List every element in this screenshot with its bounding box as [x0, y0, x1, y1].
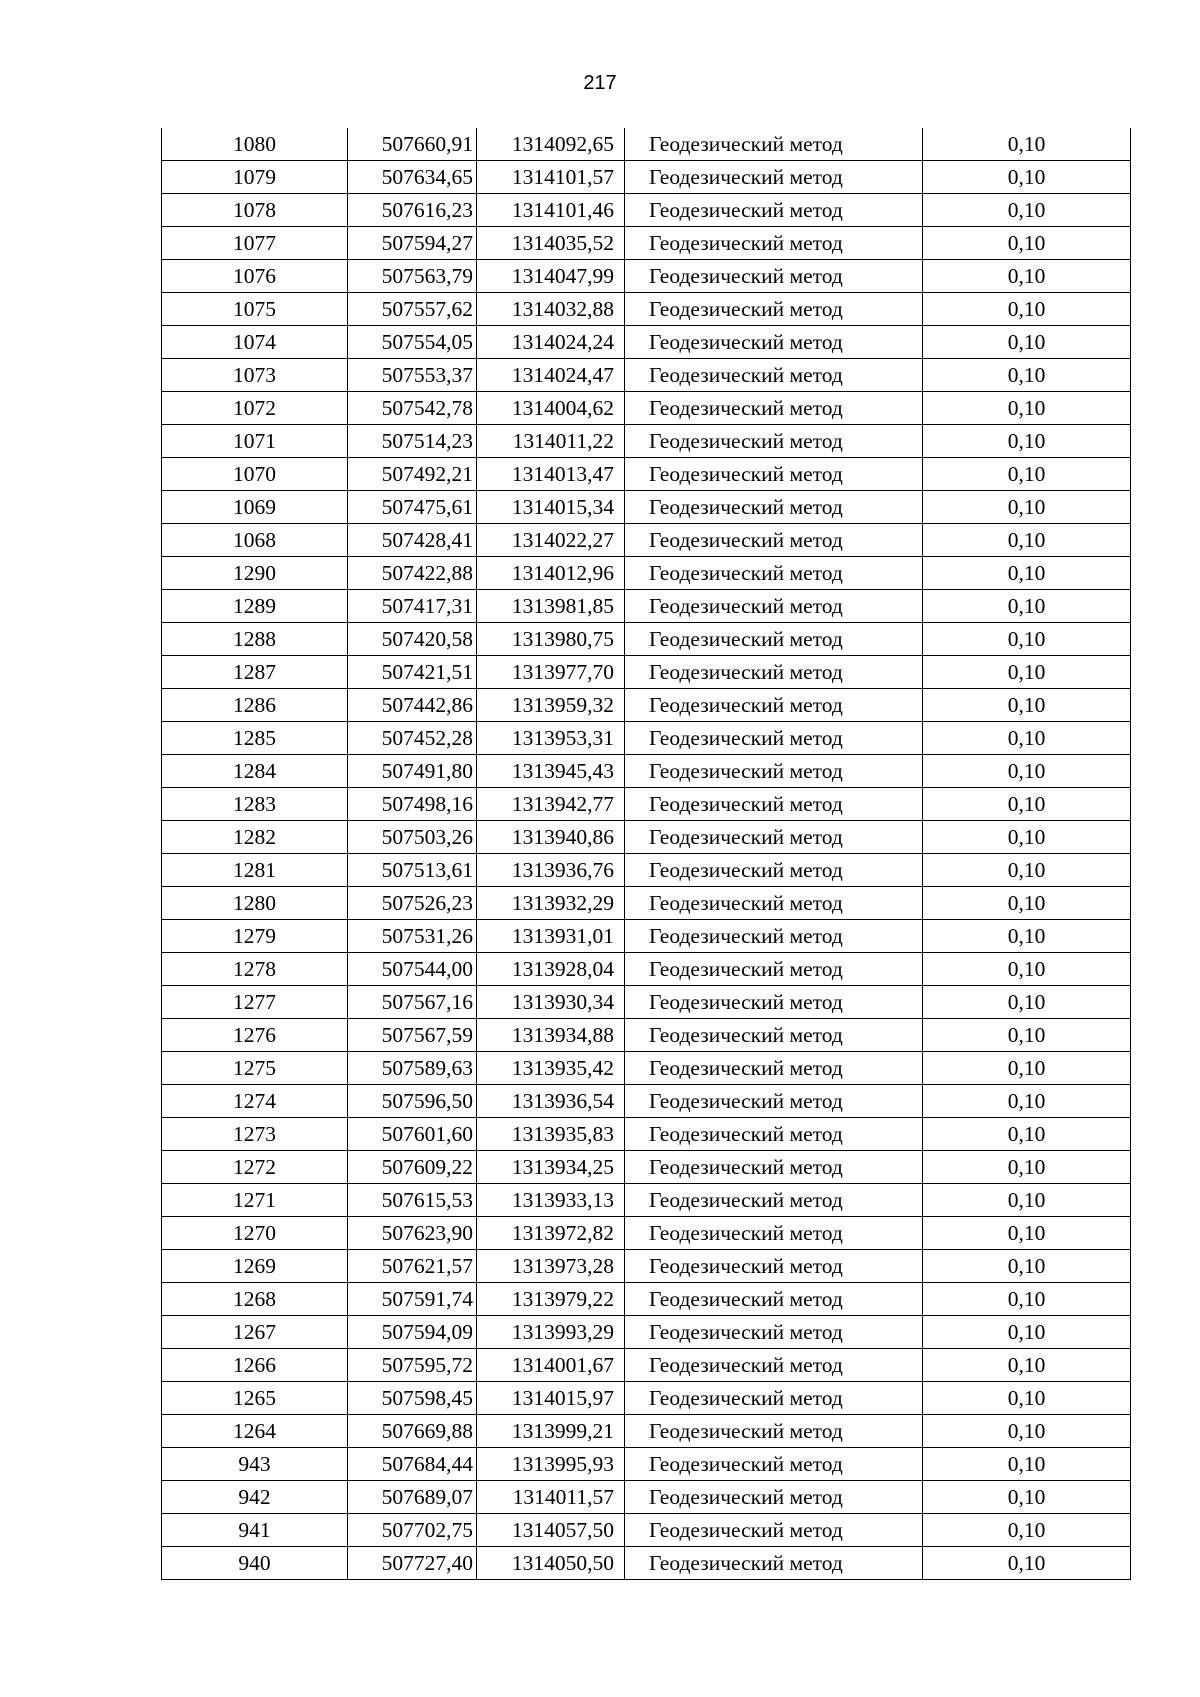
point-number-cell: 1270	[162, 1217, 348, 1250]
x-coordinate-cell: 507669,88	[348, 1415, 477, 1448]
point-number-cell: 1285	[162, 722, 348, 755]
method-cell: Геодезический метод	[625, 326, 923, 359]
table-row	[162, 1184, 1131, 1217]
x-coordinate-cell: 507616,23	[348, 194, 477, 227]
accuracy-cell: 0,10	[923, 656, 1131, 689]
x-coordinate-cell: 507452,28	[348, 722, 477, 755]
table-row	[162, 1118, 1131, 1151]
x-coordinate-cell: 507531,26	[348, 920, 477, 953]
x-coordinate-cell: 507492,21	[348, 458, 477, 491]
y-coordinate-cell: 1314011,57	[477, 1481, 625, 1514]
y-coordinate-cell: 1314013,47	[477, 458, 625, 491]
x-coordinate-cell: 507684,44	[348, 1448, 477, 1481]
accuracy-cell: 0,10	[923, 1217, 1131, 1250]
method-cell: Геодезический метод	[625, 1382, 923, 1415]
table-row	[162, 557, 1131, 590]
point-number-cell: 1283	[162, 788, 348, 821]
y-coordinate-cell: 1313932,29	[477, 887, 625, 920]
table-row	[162, 359, 1131, 392]
y-coordinate-cell: 1314015,97	[477, 1382, 625, 1415]
x-coordinate-cell: 507420,58	[348, 623, 477, 656]
y-coordinate-cell: 1313936,54	[477, 1085, 625, 1118]
y-coordinate-cell: 1314004,62	[477, 392, 625, 425]
accuracy-cell: 0,10	[923, 260, 1131, 293]
method-cell: Геодезический метод	[625, 1415, 923, 1448]
point-number-cell: 943	[162, 1448, 348, 1481]
point-number-cell: 1073	[162, 359, 348, 392]
y-coordinate-cell: 1314035,52	[477, 227, 625, 260]
accuracy-cell: 0,10	[923, 623, 1131, 656]
accuracy-cell: 0,10	[923, 1052, 1131, 1085]
x-coordinate-cell: 507596,50	[348, 1085, 477, 1118]
point-number-cell: 1077	[162, 227, 348, 260]
method-cell: Геодезический метод	[625, 1052, 923, 1085]
y-coordinate-cell: 1313934,88	[477, 1019, 625, 1052]
method-cell: Геодезический метод	[625, 1316, 923, 1349]
x-coordinate-cell: 507554,05	[348, 326, 477, 359]
accuracy-cell: 0,10	[923, 887, 1131, 920]
table-row	[162, 788, 1131, 821]
method-cell: Геодезический метод	[625, 623, 923, 656]
y-coordinate-cell: 1314101,46	[477, 194, 625, 227]
method-cell: Геодезический метод	[625, 1481, 923, 1514]
method-cell: Геодезический метод	[625, 1448, 923, 1481]
x-coordinate-cell: 507601,60	[348, 1118, 477, 1151]
point-number-cell: 1272	[162, 1151, 348, 1184]
y-coordinate-cell: 1313945,43	[477, 755, 625, 788]
accuracy-cell: 0,10	[923, 1085, 1131, 1118]
y-coordinate-cell: 1313935,42	[477, 1052, 625, 1085]
table-row	[162, 1283, 1131, 1316]
table-row	[162, 491, 1131, 524]
accuracy-cell: 0,10	[923, 689, 1131, 722]
x-coordinate-cell: 507594,09	[348, 1316, 477, 1349]
accuracy-cell: 0,10	[923, 1514, 1131, 1547]
y-coordinate-cell: 1314024,47	[477, 359, 625, 392]
accuracy-cell: 0,10	[923, 1019, 1131, 1052]
accuracy-cell: 0,10	[923, 491, 1131, 524]
point-number-cell: 1277	[162, 986, 348, 1019]
x-coordinate-cell: 507513,61	[348, 854, 477, 887]
table-row	[162, 260, 1131, 293]
point-number-cell: 1281	[162, 854, 348, 887]
y-coordinate-cell: 1314050,50	[477, 1547, 625, 1580]
method-cell: Геодезический метод	[625, 1349, 923, 1382]
method-cell: Геодезический метод	[625, 1118, 923, 1151]
y-coordinate-cell: 1313928,04	[477, 953, 625, 986]
table-row	[162, 1019, 1131, 1052]
accuracy-cell: 0,10	[923, 161, 1131, 194]
point-number-cell: 1282	[162, 821, 348, 854]
accuracy-cell: 0,10	[923, 458, 1131, 491]
point-number-cell: 1286	[162, 689, 348, 722]
accuracy-cell: 0,10	[923, 1151, 1131, 1184]
table-row	[162, 1481, 1131, 1514]
x-coordinate-cell: 507557,62	[348, 293, 477, 326]
accuracy-cell: 0,10	[923, 755, 1131, 788]
y-coordinate-cell: 1314024,24	[477, 326, 625, 359]
point-number-cell: 1074	[162, 326, 348, 359]
method-cell: Геодезический метод	[625, 887, 923, 920]
method-cell: Геодезический метод	[625, 194, 923, 227]
method-cell: Геодезический метод	[625, 524, 923, 557]
x-coordinate-cell: 507567,59	[348, 1019, 477, 1052]
point-number-cell: 1288	[162, 623, 348, 656]
accuracy-cell: 0,10	[923, 227, 1131, 260]
accuracy-cell: 0,10	[923, 128, 1131, 161]
x-coordinate-cell: 507623,90	[348, 1217, 477, 1250]
x-coordinate-cell: 507553,37	[348, 359, 477, 392]
x-coordinate-cell: 507621,57	[348, 1250, 477, 1283]
method-cell: Геодезический метод	[625, 1085, 923, 1118]
point-number-cell: 1268	[162, 1283, 348, 1316]
x-coordinate-cell: 507491,80	[348, 755, 477, 788]
point-number-cell: 1269	[162, 1250, 348, 1283]
accuracy-cell: 0,10	[923, 1349, 1131, 1382]
y-coordinate-cell: 1313979,22	[477, 1283, 625, 1316]
y-coordinate-cell: 1313959,32	[477, 689, 625, 722]
x-coordinate-cell: 507544,00	[348, 953, 477, 986]
x-coordinate-cell: 507702,75	[348, 1514, 477, 1547]
x-coordinate-cell: 507526,23	[348, 887, 477, 920]
method-cell: Геодезический метод	[625, 953, 923, 986]
x-coordinate-cell: 507609,22	[348, 1151, 477, 1184]
y-coordinate-cell: 1313931,01	[477, 920, 625, 953]
accuracy-cell: 0,10	[923, 524, 1131, 557]
method-cell: Геодезический метод	[625, 1217, 923, 1250]
method-cell: Геодезический метод	[625, 854, 923, 887]
accuracy-cell: 0,10	[923, 293, 1131, 326]
accuracy-cell: 0,10	[923, 1316, 1131, 1349]
table-row	[162, 755, 1131, 788]
x-coordinate-cell: 507417,31	[348, 590, 477, 623]
table-row	[162, 1151, 1131, 1184]
table-row	[162, 887, 1131, 920]
accuracy-cell: 0,10	[923, 1283, 1131, 1316]
table-row	[162, 425, 1131, 458]
x-coordinate-cell: 507591,74	[348, 1283, 477, 1316]
accuracy-cell: 0,10	[923, 788, 1131, 821]
y-coordinate-cell: 1314092,65	[477, 128, 625, 161]
y-coordinate-cell: 1314012,96	[477, 557, 625, 590]
table-row	[162, 227, 1131, 260]
point-number-cell: 1078	[162, 194, 348, 227]
x-coordinate-cell: 507421,51	[348, 656, 477, 689]
y-coordinate-cell: 1314032,88	[477, 293, 625, 326]
table-row	[162, 1052, 1131, 1085]
point-number-cell: 1287	[162, 656, 348, 689]
accuracy-cell: 0,10	[923, 1415, 1131, 1448]
method-cell: Геодезический метод	[625, 1283, 923, 1316]
y-coordinate-cell: 1314022,27	[477, 524, 625, 557]
accuracy-cell: 0,10	[923, 1250, 1131, 1283]
method-cell: Геодезический метод	[625, 293, 923, 326]
point-number-cell: 1280	[162, 887, 348, 920]
accuracy-cell: 0,10	[923, 194, 1131, 227]
x-coordinate-cell: 507660,91	[348, 128, 477, 161]
point-number-cell: 1070	[162, 458, 348, 491]
table-row	[162, 1415, 1131, 1448]
point-number-cell: 1278	[162, 953, 348, 986]
table-row	[162, 524, 1131, 557]
y-coordinate-cell: 1313993,29	[477, 1316, 625, 1349]
point-number-cell: 1265	[162, 1382, 348, 1415]
method-cell: Геодезический метод	[625, 755, 923, 788]
method-cell: Геодезический метод	[625, 359, 923, 392]
table-row	[162, 1514, 1131, 1547]
method-cell: Геодезический метод	[625, 689, 923, 722]
method-cell: Геодезический метод	[625, 1019, 923, 1052]
y-coordinate-cell: 1313973,28	[477, 1250, 625, 1283]
table-row	[162, 161, 1131, 194]
method-cell: Геодезический метод	[625, 722, 923, 755]
y-coordinate-cell: 1313934,25	[477, 1151, 625, 1184]
accuracy-cell: 0,10	[923, 986, 1131, 1019]
table-row	[162, 194, 1131, 227]
method-cell: Геодезический метод	[625, 1514, 923, 1547]
x-coordinate-cell: 507542,78	[348, 392, 477, 425]
accuracy-cell: 0,10	[923, 1481, 1131, 1514]
point-number-cell: 941	[162, 1514, 348, 1547]
x-coordinate-cell: 507727,40	[348, 1547, 477, 1580]
accuracy-cell: 0,10	[923, 1184, 1131, 1217]
table-row	[162, 392, 1131, 425]
point-number-cell: 942	[162, 1481, 348, 1514]
x-coordinate-cell: 507567,16	[348, 986, 477, 1019]
method-cell: Геодезический метод	[625, 590, 923, 623]
method-cell: Геодезический метод	[625, 656, 923, 689]
y-coordinate-cell: 1313930,34	[477, 986, 625, 1019]
x-coordinate-cell: 507498,16	[348, 788, 477, 821]
y-coordinate-cell: 1313999,21	[477, 1415, 625, 1448]
accuracy-cell: 0,10	[923, 920, 1131, 953]
method-cell: Геодезический метод	[625, 161, 923, 194]
y-coordinate-cell: 1313953,31	[477, 722, 625, 755]
point-number-cell: 1289	[162, 590, 348, 623]
x-coordinate-cell: 507514,23	[348, 425, 477, 458]
accuracy-cell: 0,10	[923, 557, 1131, 590]
accuracy-cell: 0,10	[923, 1448, 1131, 1481]
point-number-cell: 1267	[162, 1316, 348, 1349]
y-coordinate-cell: 1313940,86	[477, 821, 625, 854]
x-coordinate-cell: 507442,86	[348, 689, 477, 722]
table-row	[162, 1382, 1131, 1415]
table-row	[162, 656, 1131, 689]
y-coordinate-cell: 1314101,57	[477, 161, 625, 194]
y-coordinate-cell: 1313972,82	[477, 1217, 625, 1250]
table-row	[162, 821, 1131, 854]
table-row	[162, 854, 1131, 887]
point-number-cell: 1279	[162, 920, 348, 953]
table-row	[162, 689, 1131, 722]
table-row	[162, 590, 1131, 623]
method-cell: Геодезический метод	[625, 920, 923, 953]
y-coordinate-cell: 1313942,77	[477, 788, 625, 821]
table-row	[162, 1217, 1131, 1250]
accuracy-cell: 0,10	[923, 326, 1131, 359]
method-cell: Геодезический метод	[625, 425, 923, 458]
x-coordinate-cell: 507598,45	[348, 1382, 477, 1415]
point-number-cell: 1274	[162, 1085, 348, 1118]
method-cell: Геодезический метод	[625, 821, 923, 854]
y-coordinate-cell: 1313933,13	[477, 1184, 625, 1217]
table-row	[162, 1085, 1131, 1118]
method-cell: Геодезический метод	[625, 491, 923, 524]
table-row	[162, 128, 1131, 161]
y-coordinate-cell: 1314015,34	[477, 491, 625, 524]
method-cell: Геодезический метод	[625, 260, 923, 293]
point-number-cell: 1071	[162, 425, 348, 458]
table-body	[162, 128, 1131, 1580]
table-row	[162, 623, 1131, 656]
table-row	[162, 1316, 1131, 1349]
accuracy-cell: 0,10	[923, 590, 1131, 623]
method-cell: Геодезический метод	[625, 986, 923, 1019]
table-row	[162, 458, 1131, 491]
point-number-cell: 1075	[162, 293, 348, 326]
x-coordinate-cell: 507594,27	[348, 227, 477, 260]
point-number-cell: 1264	[162, 1415, 348, 1448]
table-row	[162, 920, 1131, 953]
method-cell: Геодезический метод	[625, 557, 923, 590]
y-coordinate-cell: 1314057,50	[477, 1514, 625, 1547]
x-coordinate-cell: 507595,72	[348, 1349, 477, 1382]
method-cell: Геодезический метод	[625, 128, 923, 161]
table-row	[162, 1448, 1131, 1481]
x-coordinate-cell: 507563,79	[348, 260, 477, 293]
accuracy-cell: 0,10	[923, 1547, 1131, 1580]
accuracy-cell: 0,10	[923, 359, 1131, 392]
x-coordinate-cell: 507475,61	[348, 491, 477, 524]
x-coordinate-cell: 507503,26	[348, 821, 477, 854]
point-number-cell: 1266	[162, 1349, 348, 1382]
point-number-cell: 1290	[162, 557, 348, 590]
accuracy-cell: 0,10	[923, 1382, 1131, 1415]
accuracy-cell: 0,10	[923, 722, 1131, 755]
y-coordinate-cell: 1313981,85	[477, 590, 625, 623]
point-number-cell: 940	[162, 1547, 348, 1580]
point-number-cell: 1273	[162, 1118, 348, 1151]
accuracy-cell: 0,10	[923, 953, 1131, 986]
accuracy-cell: 0,10	[923, 854, 1131, 887]
point-number-cell: 1276	[162, 1019, 348, 1052]
y-coordinate-cell: 1314001,67	[477, 1349, 625, 1382]
accuracy-cell: 0,10	[923, 821, 1131, 854]
x-coordinate-cell: 507689,07	[348, 1481, 477, 1514]
point-number-cell: 1271	[162, 1184, 348, 1217]
method-cell: Геодезический метод	[625, 1250, 923, 1283]
method-cell: Геодезический метод	[625, 227, 923, 260]
point-number-cell: 1072	[162, 392, 348, 425]
coordinates-table	[161, 128, 1131, 1580]
method-cell: Геодезический метод	[625, 1184, 923, 1217]
x-coordinate-cell: 507428,41	[348, 524, 477, 557]
table-row	[162, 326, 1131, 359]
y-coordinate-cell: 1313936,76	[477, 854, 625, 887]
y-coordinate-cell: 1313935,83	[477, 1118, 625, 1151]
point-number-cell: 1284	[162, 755, 348, 788]
table-row	[162, 953, 1131, 986]
y-coordinate-cell: 1313980,75	[477, 623, 625, 656]
point-number-cell: 1069	[162, 491, 348, 524]
y-coordinate-cell: 1313977,70	[477, 656, 625, 689]
table-row	[162, 722, 1131, 755]
accuracy-cell: 0,10	[923, 392, 1131, 425]
table-row	[162, 1547, 1131, 1580]
table-row	[162, 1250, 1131, 1283]
method-cell: Геодезический метод	[625, 458, 923, 491]
method-cell: Геодезический метод	[625, 392, 923, 425]
method-cell: Геодезический метод	[625, 788, 923, 821]
y-coordinate-cell: 1314011,22	[477, 425, 625, 458]
x-coordinate-cell: 507634,65	[348, 161, 477, 194]
x-coordinate-cell: 507589,63	[348, 1052, 477, 1085]
method-cell: Геодезический метод	[625, 1151, 923, 1184]
table-row	[162, 293, 1131, 326]
point-number-cell: 1079	[162, 161, 348, 194]
point-number-cell: 1076	[162, 260, 348, 293]
page-number: 217	[583, 72, 617, 94]
point-number-cell: 1275	[162, 1052, 348, 1085]
method-cell: Геодезический метод	[625, 1547, 923, 1580]
table-row	[162, 1349, 1131, 1382]
accuracy-cell: 0,10	[923, 1118, 1131, 1151]
x-coordinate-cell: 507422,88	[348, 557, 477, 590]
x-coordinate-cell: 507615,53	[348, 1184, 477, 1217]
y-coordinate-cell: 1314047,99	[477, 260, 625, 293]
accuracy-cell: 0,10	[923, 425, 1131, 458]
y-coordinate-cell: 1313995,93	[477, 1448, 625, 1481]
point-number-cell: 1068	[162, 524, 348, 557]
table-row	[162, 986, 1131, 1019]
point-number-cell: 1080	[162, 128, 348, 161]
